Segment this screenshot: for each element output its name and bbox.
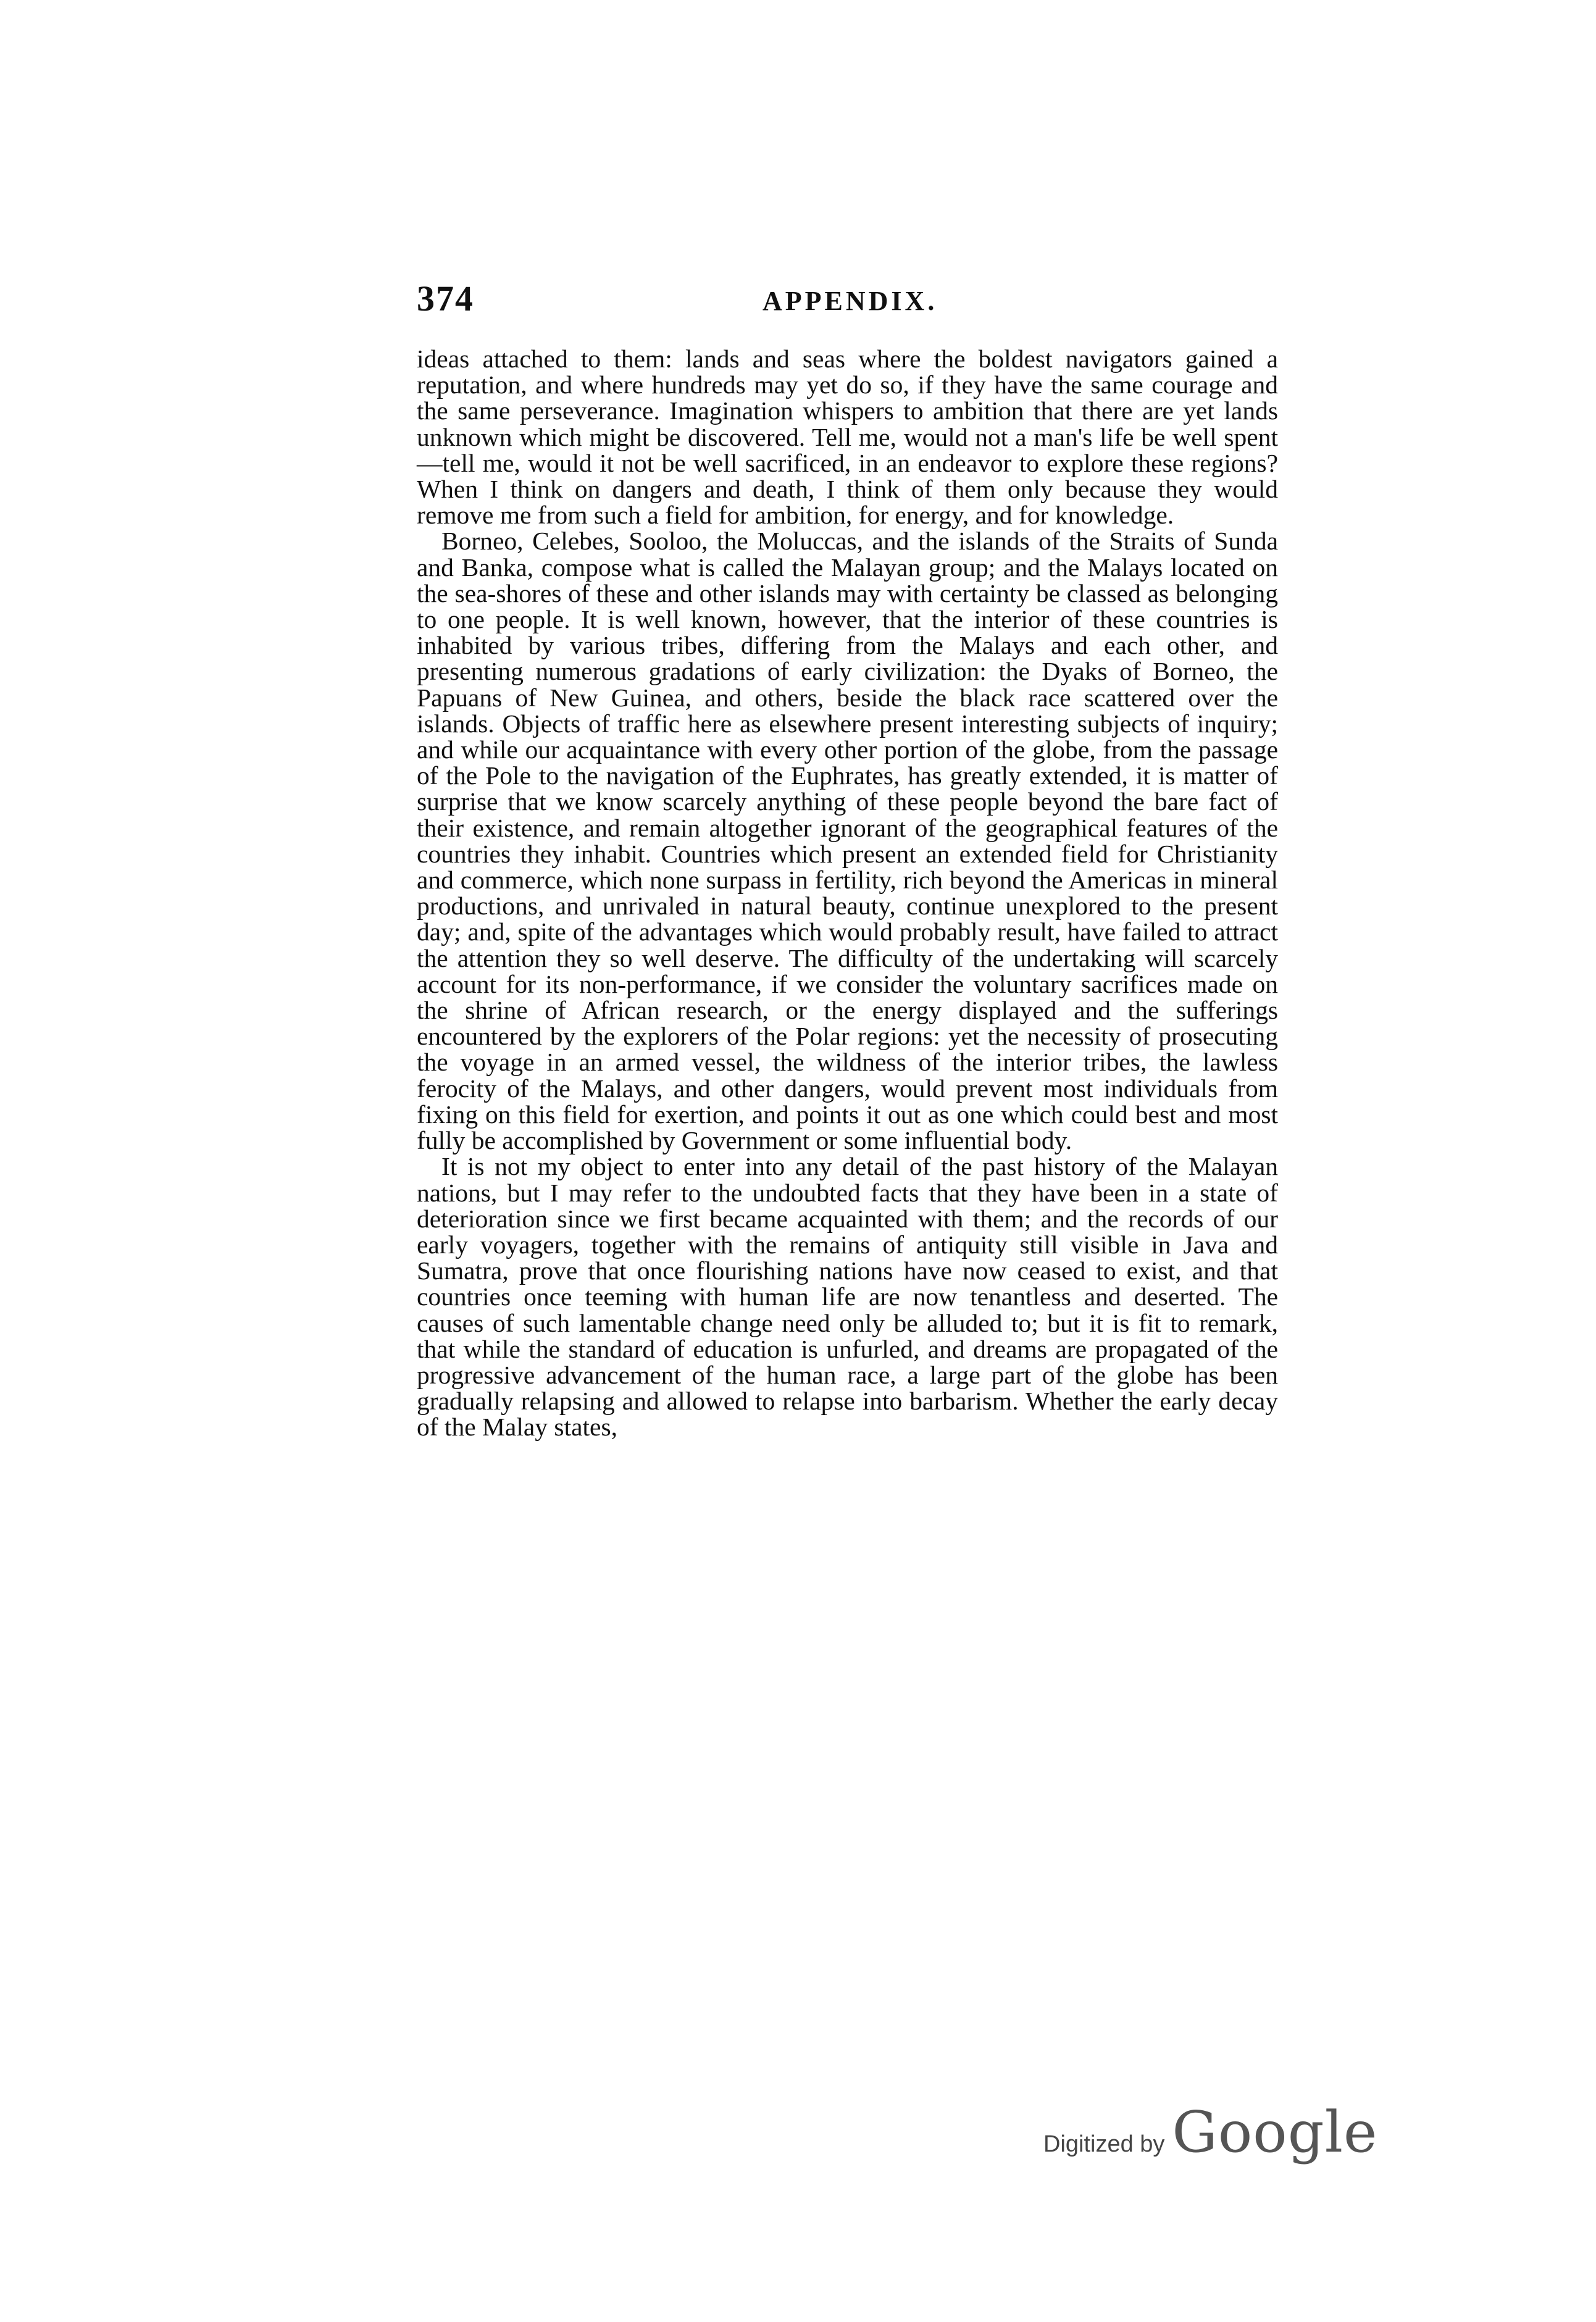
page-number: 374 (417, 278, 474, 319)
paragraph-malayan-history: It is not my object to enter into any detail of the past history of the Malayan nations, but I may refer to the undoubted facts that they have been in a state of deterioration since we first became acquainted with them; and the records of our early voyagers, together with the remains of antiquity still visible in Java and Sumatra, prove that once flourishing nations have now ceased to exist, and that countries once teeming with human life are now tenantless and deserted. The causes of such lamentable change need only be alluded to; but it is fit to remark, that while the standard of education is unfurled, and dreams are propagated of the progressive advancement of the human race, a large part of the globe has been gradually relapsing and allowed to relapse into barbarism. Whether the early decay of the Malay states, (417, 1152, 1278, 1442)
body-text (417, 346, 1278, 1440)
page-header (417, 278, 1278, 327)
paragraph-continuation: ideas attached to them: lands and seas where the boldest navigators gained a reputation, and where hundreds may yet do so, if they have the same courage and the same perseverance. Imagination whispers to ambition that there are yet lands unknown which might be discovered. Tell me, would not a man's life be well spent—tell me, would it not be well sacrificed, in an endeavor to explore these regions? When I think on dangers and death, I think of them only because they would remove me from such a field for ambition, for energy, and for knowledge. (417, 345, 1278, 530)
watermark-prefix: Digitized by (1043, 2131, 1165, 2157)
google-logo: Google (1172, 2099, 1378, 2165)
running-head: APPENDIX. (762, 286, 938, 316)
paragraph-malayan-group: Borneo, Celebes, Sooloo, the Moluccas, and the islands of the Straits of Sunda and Banka, compose what is called the Malayan group; and the Malays located on the sea-shores of these and other islands may with certainty be classed as belonging to one people. It is well known, however, that the interior of these countries is inhabited by various tribes, differing from the Malays and each other, and presenting numerous gradations of early civilization: the Dyaks of Borneo, the Papuans of New Guinea, and others, beside the black race scattered over the islands. Objects of traffic here as elsewhere present interesting subjects of inquiry; and while our acquaintance with every other portion of the globe, from the passage of the Pole to the navigation of the Euphrates, has greatly extended, it is matter of surprise that we know scarcely anything of these people beyond the bare fact of their existence, and remain altogether ignorant of the geographical features of the countries they inhabit. Countries which present an extended field for Christianity and commerce, which none surpass in fertility, rich beyond the Americas in mineral productions, and unrivaled in natural beauty, continue unexplored to the present day; and, spite of the advantages which would probably result, have failed to attract the attention they so well deserve. The difficulty of the undertaking will scarcely account for its non-performance, if we consider the voluntary sacrifices made on the shrine of African research, or the energy displayed and the sufferings encountered by the explorers of the Polar regions: yet the necessity of prosecuting the voyage in an armed vessel, the wildness of the interior tribes, the lawless ferocity of the Malays, and other dangers, would prevent most individuals from fixing on this field for exertion, and points it out as one which could best and most fully be accomplished by Government or some influential body. (417, 527, 1278, 1155)
digitized-by-google-watermark (1043, 2099, 1389, 2167)
